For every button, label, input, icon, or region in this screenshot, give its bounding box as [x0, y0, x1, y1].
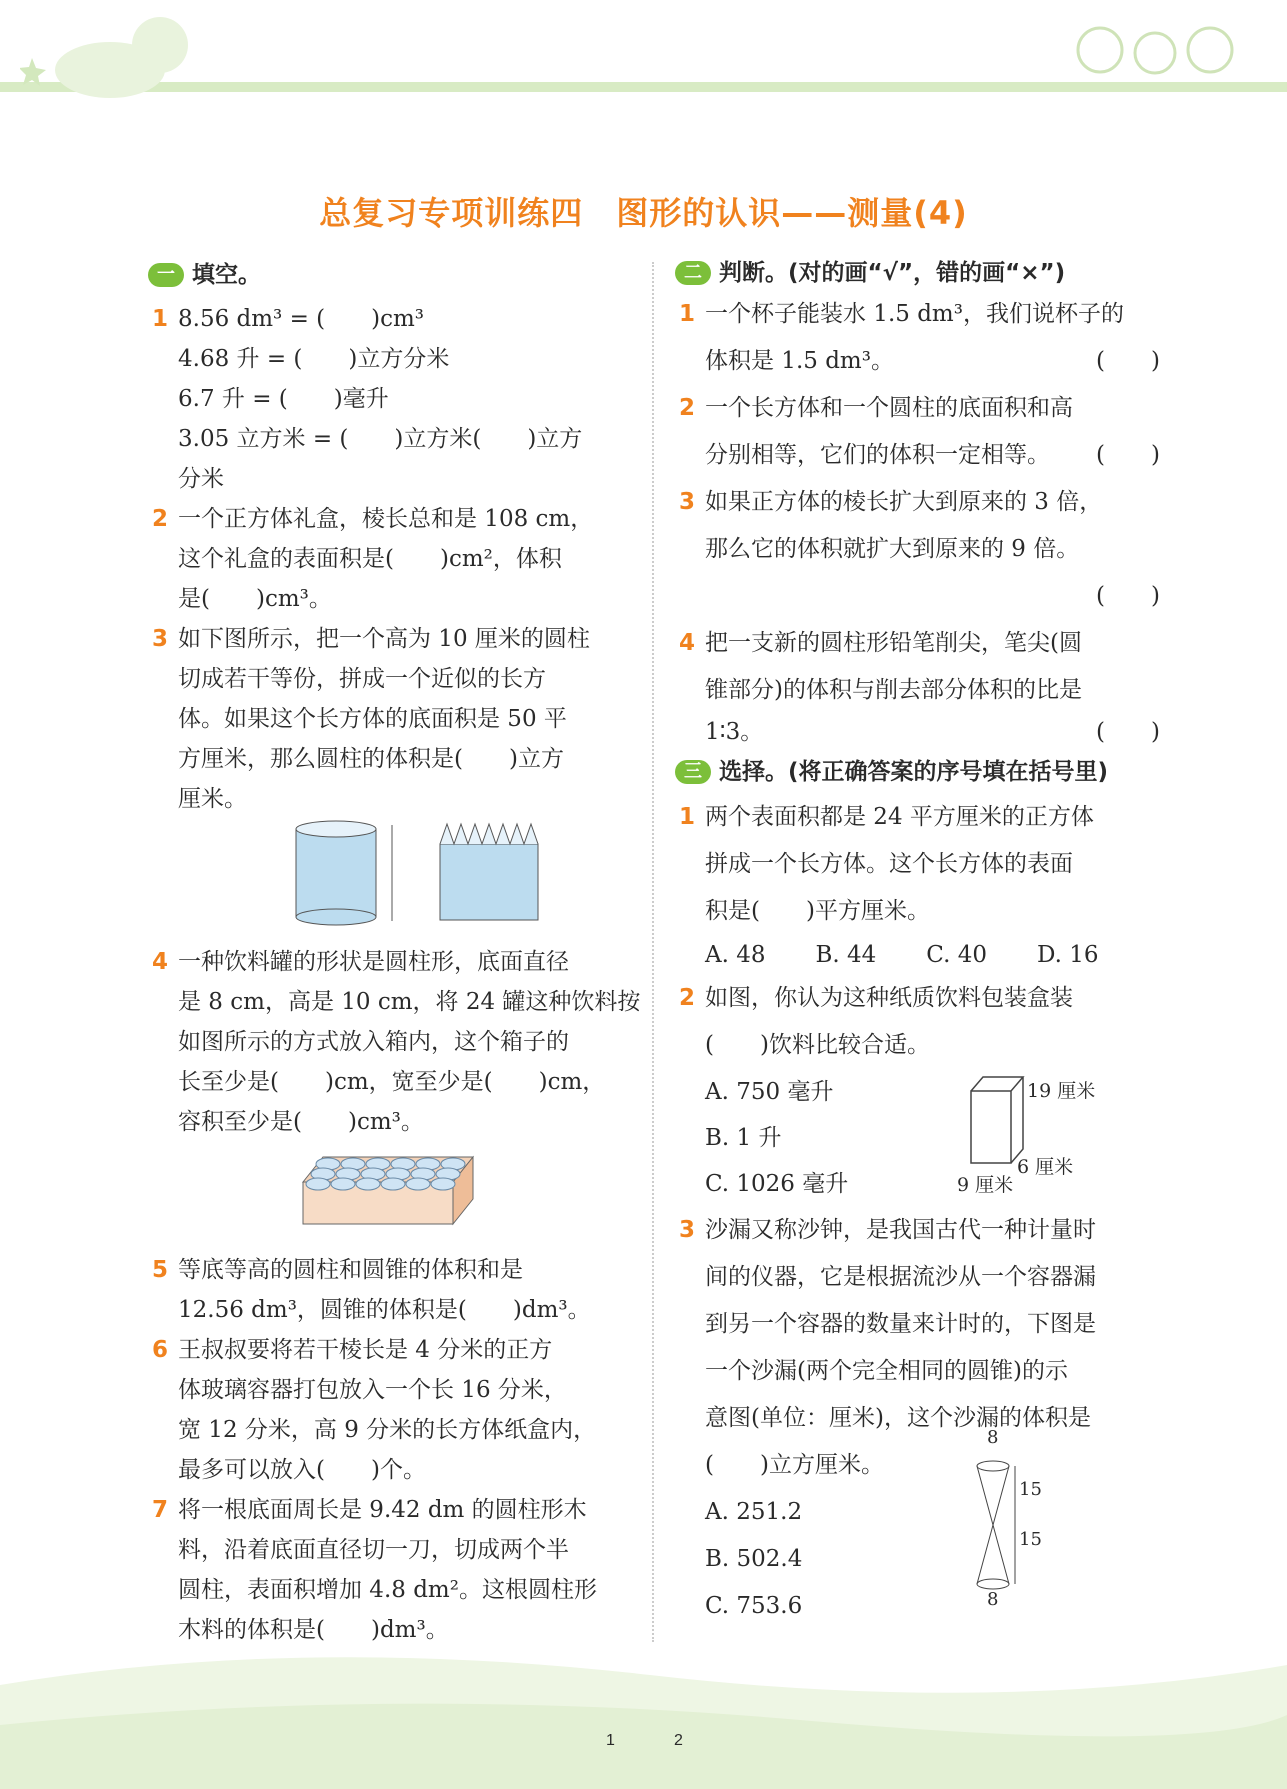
- q2-options-figure: [705, 1069, 1160, 1207]
- q-line: 最多可以放入( )个。: [178, 1457, 426, 1483]
- q-line: 如图所示的方式放入箱内，这个箱子的: [178, 1029, 569, 1055]
- right-column: [675, 255, 1160, 1630]
- q-line: 木料的体积是( )dm³。: [178, 1617, 449, 1643]
- q-line: 一个长方体和一个圆柱的底面积和高: [705, 395, 1073, 421]
- option-a: A. 251.2: [705, 1499, 803, 1525]
- q-line: 4.68 升 = ( )立方分米: [178, 346, 450, 372]
- q-line: 是 8 cm，高是 10 cm，将 24 罐这种饮料按: [178, 989, 641, 1015]
- q-line: 如下图所示，把一个高为 10 厘米的圆柱: [178, 626, 590, 652]
- q-line: 体。如果这个长方体的底面积是 50 平: [178, 706, 567, 732]
- q-line: 两个表面积都是 24 平方厘米的正方体: [705, 804, 1094, 830]
- sun-cloud-icon: [20, 0, 220, 110]
- section-2-heading: [675, 255, 1160, 291]
- q-line: 王叔叔要将若干棱长是 4 分米的正方: [178, 1337, 553, 1363]
- question-1-7: 7 将一根底面周长是 9.42 dm 的圆柱形木 料，沿着底面直径切一刀，切成两个半 圆柱，表面积增加 4.8 dm²。这根圆柱形 木料的体积是( )dm³。: [148, 1490, 633, 1650]
- q-line: 到另一个容器的数量来计时的，下图是: [705, 1311, 1096, 1337]
- hourglass-figure: [963, 1450, 1023, 1600]
- q-line: 方厘米，那么圆柱的体积是( )立方: [178, 746, 564, 772]
- answer-paren: ( ): [1096, 442, 1160, 468]
- page-number-right: 2: [674, 1732, 683, 1749]
- option-b: B. 502.4: [705, 1546, 803, 1572]
- answer-paren: ( ): [1096, 719, 1160, 745]
- section-badge: 三: [675, 760, 711, 784]
- option-c: C. 1026 毫升: [705, 1171, 849, 1197]
- dim-label: 15: [1019, 1529, 1042, 1550]
- option-b: B. 1 升: [705, 1125, 782, 1151]
- section-title: 判断。(对的画“√”，错的画“×”): [719, 260, 1066, 286]
- dim-label: 9 厘米: [957, 1174, 1014, 1196]
- dim-label: 6 厘米: [1017, 1156, 1074, 1178]
- q-line: 意图(单位：厘米)，这个沙漏的体积是: [705, 1405, 1091, 1431]
- q-line: 12.56 dm³，圆锥的体积是( )dm³。: [178, 1297, 591, 1323]
- section-3-heading: [675, 750, 1160, 794]
- q-line: 那么它的体积就扩大到原来的 9 倍。: [705, 536, 1080, 562]
- answer-paren: ( ): [1096, 583, 1160, 609]
- question-2-2: 2 一个长方体和一个圆柱的底面积和高 分别相等，它们的体积一定相等。 ( ): [675, 385, 1160, 479]
- question-1-3: 3 如下图所示，把一个高为 10 厘米的圆柱 切成若干等份，拼成一个近似的长方 体。如果这个长方体的底面积是 50 平 方厘米，那么圆柱的体积是( )立方 厘米。: [148, 619, 633, 942]
- q-line: 这个礼盒的表面积是( )cm²，体积: [178, 546, 562, 572]
- q-line: 厘米。: [178, 786, 247, 812]
- hills-decoration: [0, 1625, 1287, 1789]
- question-2-1: 1 一个杯子能装水 1.5 dm³，我们说杯子的 体积是 1.5 dm³。 ( ): [675, 291, 1160, 385]
- q-line: 体玻璃容器打包放入一个长 16 分米，: [178, 1377, 567, 1403]
- q-line: 一种饮料罐的形状是圆柱形，底面直径: [178, 949, 569, 975]
- question-2-4: 4 把一支新的圆柱形铅笔削尖，笔尖(圆 锥部分)的体积与削去部分体积的比是 1∶3。 ( ): [675, 620, 1160, 750]
- q-line: 等底等高的圆柱和圆锥的体积和是: [178, 1257, 523, 1283]
- question-1-4: 4 一种饮料罐的形状是圆柱形，底面直径 是 8 cm，高是 10 cm，将 24 罐这种饮料按 如图所示的方式放入箱内，这个箱子的 长至少是( )cm，宽至少是( )cm， 容积至少是( )cm³。: [148, 942, 633, 1250]
- q-line: 间的仪器，它是根据流沙从一个容器漏: [705, 1264, 1096, 1290]
- q-line: 长至少是( )cm，宽至少是( )cm，: [178, 1069, 606, 1095]
- section-1-heading: [148, 255, 633, 295]
- q-line: ( )饮料比较合适。: [705, 1032, 930, 1058]
- section-badge: 一: [148, 263, 184, 287]
- question-3-1: 1 两个表面积都是 24 平方厘米的正方体 拼成一个长方体。这个长方体的表面 积是( )平方厘米。 A. 48 B. 44 C. 40 D. 16: [675, 794, 1160, 975]
- options: [705, 935, 1160, 975]
- page-title: 总复习专项训练四 图形的认识——测量(4): [319, 194, 968, 232]
- option-a: A. 48: [705, 942, 766, 968]
- section-title: 填空。: [192, 262, 261, 288]
- q-line: 料，沿着底面直径切一刀，切成两个半: [178, 1537, 569, 1563]
- section-title: 选择。(将正确答案的序号填在括号里): [719, 759, 1109, 785]
- question-3-3: 3 沙漏又称沙钟，是我国古代一种计量时 间的仪器，它是根据流沙从一个容器漏 到另一个容器的数量来计时的，下图是 一个沙漏(两个完全相同的圆锥)的示 意图(单位：厘米)，这个沙漏的体积是 ( )立方厘米。 A. 251.2 B. 502.4 C. 753.6 8 15 15 8: [675, 1207, 1160, 1630]
- page-number-left: 1: [606, 1732, 615, 1749]
- q-line: 一个杯子能装水 1.5 dm³，我们说杯子的: [705, 301, 1124, 327]
- question-1-5: 5 等底等高的圆柱和圆锥的体积和是 12.56 dm³，圆锥的体积是( )dm³。: [148, 1250, 633, 1330]
- question-3-2: 2 如图，你认为这种纸质饮料包装盒装 ( )饮料比较合适。 A. 750 毫升 B. 1 升 C. 1026 毫升 19 厘米 6 厘米 9 厘米: [675, 975, 1160, 1207]
- q-line: 6.7 升 = ( )毫升: [178, 386, 389, 412]
- cylinder-cut-figure: [178, 819, 633, 929]
- q-line: 如果正方体的棱长扩大到原来的 3 倍，: [705, 489, 1103, 515]
- q-line: 拼成一个长方体。这个长方体的表面: [705, 851, 1073, 877]
- q-line: ( )立方厘米。: [705, 1452, 884, 1478]
- dim-label: 15: [1019, 1479, 1042, 1500]
- q-line: 一个正方体礼盒，棱长总和是 108 cm，: [178, 506, 594, 532]
- q-line: 8.56 dm³ = ( )cm³: [178, 306, 425, 332]
- q-line: 切成若干等份，拼成一个近似的长方: [178, 666, 546, 692]
- column-divider: [652, 262, 654, 1642]
- q-line: 一个沙漏(两个完全相同的圆锥)的示: [705, 1358, 1068, 1384]
- answer-paren: ( ): [1096, 348, 1160, 374]
- q-line: 锥部分)的体积与削去部分体积的比是: [705, 677, 1082, 703]
- q-line: 分米: [178, 466, 224, 492]
- q-line: 积是( )平方厘米。: [705, 898, 930, 924]
- q-line: 如图，你认为这种纸质饮料包装盒装: [705, 985, 1073, 1011]
- question-1-2: 2 一个正方体礼盒，棱长总和是 108 cm， 这个礼盒的表面积是( )cm²，体积 是( )cm³。: [148, 499, 633, 619]
- option-c: C. 753.6: [705, 1593, 803, 1619]
- q-line: 圆柱，表面积增加 4.8 dm²。这根圆柱形: [178, 1577, 597, 1603]
- dim-label: 19 厘米: [1027, 1080, 1096, 1102]
- option-a: A. 750 毫升: [705, 1079, 834, 1105]
- q-line: 1∶3。: [705, 719, 764, 745]
- dim-label: 8: [987, 1589, 999, 1610]
- carton-box-figure: [965, 1069, 1025, 1169]
- question-1-1: 1 8.56 dm³ = ( )cm³ 4.68 升 = ( )立方分米 6.7 升 = ( )毫升 3.05 立方米 = ( )立方米( )立方 分米: [148, 299, 633, 499]
- dim-label: 8: [987, 1427, 999, 1448]
- cans-box-figure: [178, 1142, 633, 1237]
- q3-options-figure: [705, 1427, 1160, 1630]
- q-line: 将一根底面周长是 9.42 dm 的圆柱形木: [178, 1497, 587, 1523]
- question-2-3: 3 如果正方体的棱长扩大到原来的 3 倍， 那么它的体积就扩大到原来的 9 倍。 ( ): [675, 479, 1160, 620]
- q-line: 3.05 立方米 = ( )立方米( )立方: [178, 426, 583, 452]
- left-column: [148, 255, 641, 1650]
- q-line: 是( )cm³。: [178, 586, 332, 612]
- q-line: 容积至少是( )cm³。: [178, 1109, 424, 1135]
- option-c: C. 40: [926, 942, 987, 968]
- section-badge: 二: [675, 261, 711, 285]
- option-d: D. 16: [1036, 942, 1099, 968]
- q-line: 体积是 1.5 dm³。: [705, 348, 894, 374]
- option-b: B. 44: [815, 942, 877, 968]
- animal-faces-icon: [1060, 15, 1260, 85]
- q-line: 分别相等，它们的体积一定相等。: [705, 442, 1050, 468]
- q-line: 把一支新的圆柱形铅笔削尖，笔尖(圆: [705, 630, 1082, 656]
- q-line: 宽 12 分米，高 9 分米的长方体纸盒内，: [178, 1417, 597, 1443]
- question-1-6: 6 王叔叔要将若干棱长是 4 分米的正方 体玻璃容器打包放入一个长 16 分米， 宽 12 分米，高 9 分米的长方体纸盒内， 最多可以放入( )个。: [148, 1330, 633, 1490]
- q-line: 沙漏又称沙钟，是我国古代一种计量时: [705, 1217, 1096, 1243]
